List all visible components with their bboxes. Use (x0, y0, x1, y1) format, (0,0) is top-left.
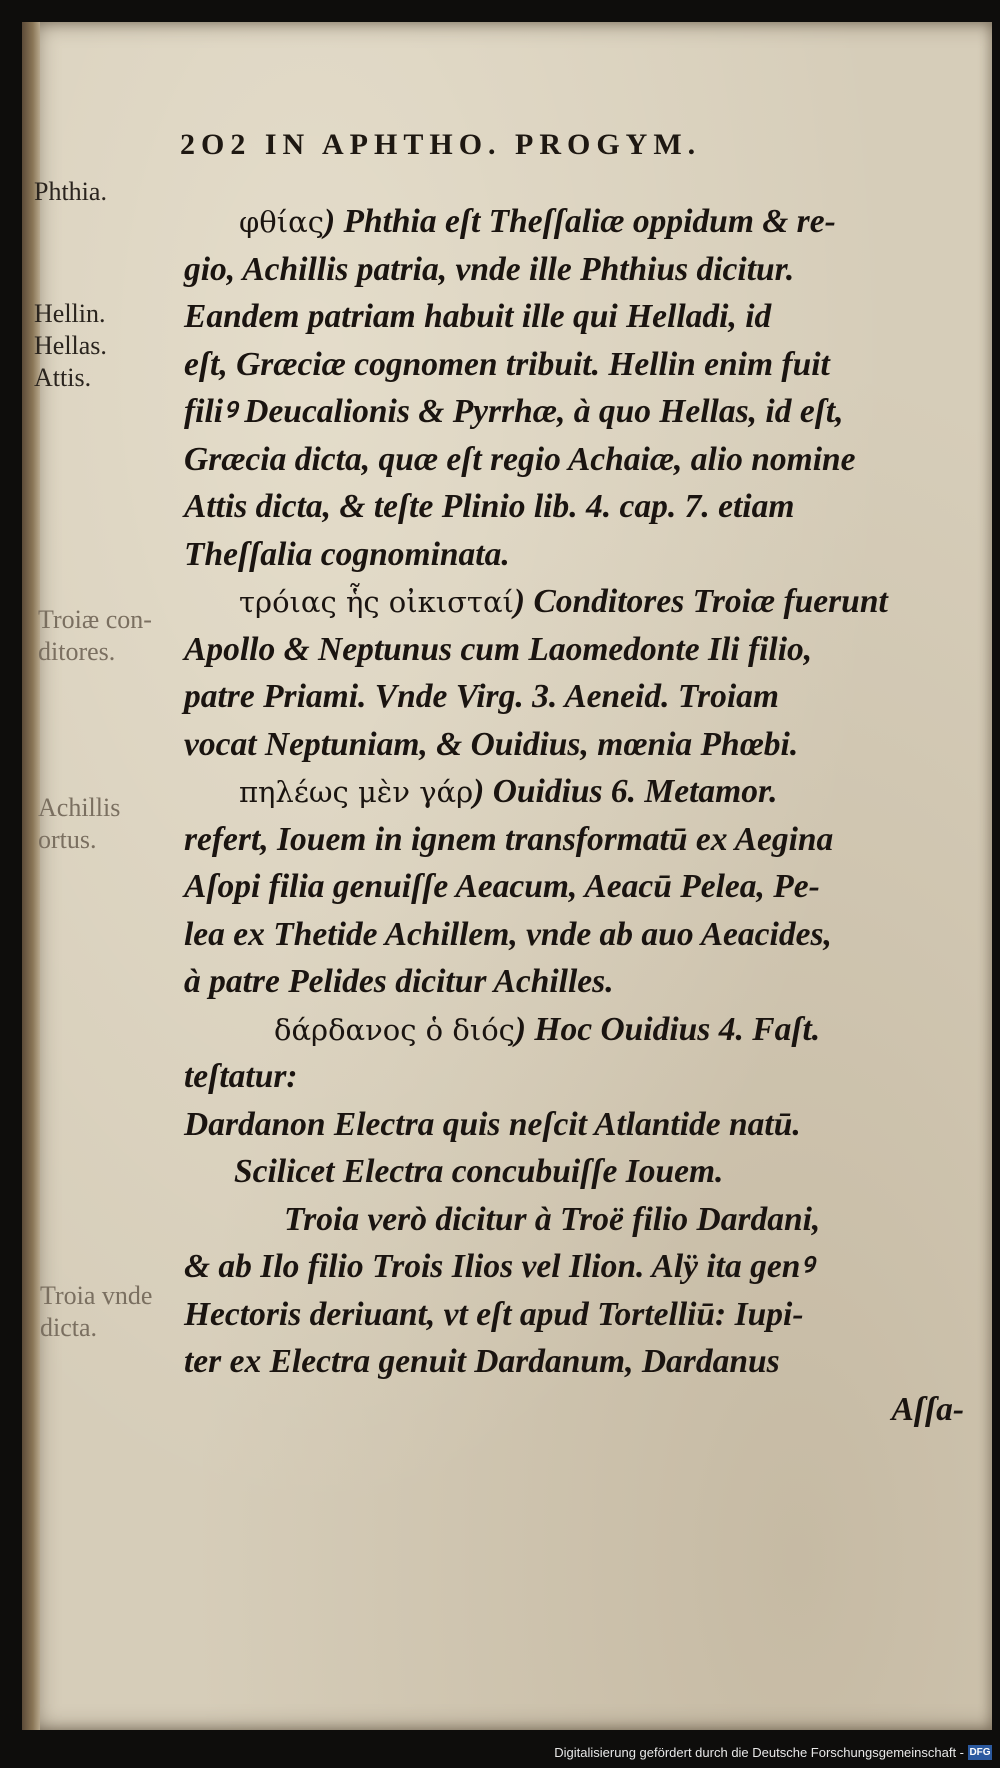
margin-note-hellin: Hellin. Hellas. Attis. (34, 299, 107, 392)
line-text: eſt, Græciæ cognomen tribuit. Hellin enim fuit (184, 345, 830, 383)
greek-lemma: τρόιας ἧς οἰκισταί (239, 585, 514, 619)
line-text: & ab Ilo filio Trois Ilios vel Ilion. Alÿ ita genꝰ (184, 1248, 814, 1285)
text-line (184, 958, 964, 1006)
line-text: à patre Pelides dicitur Achilles. (184, 963, 614, 1000)
line-text: Attis dicta, & teſte Plinio lib. 4. cap. 7. etiam (184, 488, 795, 525)
line-text: ) Phthia eſt Theſſaliæ oppidum & re- (323, 203, 836, 240)
line-text: gio, Achillis patria, vnde ille Phthius dicitur. (184, 250, 795, 288)
text-line (184, 1006, 964, 1054)
greek-lemma: δάρδανος ὁ διός (274, 1012, 515, 1047)
main-text (184, 198, 964, 1433)
footer-bar (0, 1730, 1000, 1768)
margin-note-phthia: Phthia. (34, 177, 107, 206)
text-line (184, 863, 964, 911)
text-line (184, 673, 964, 721)
text-line (184, 768, 964, 816)
text-line (184, 483, 964, 531)
text-line (184, 1196, 964, 1244)
line-text: patre Priami. Vnde Virg. 3. Aeneid. Troiam (184, 678, 779, 715)
text-line (184, 1101, 964, 1149)
text-line (184, 1053, 964, 1101)
line-text: Scilicet Electra concubuiſſe Iouem. (234, 1153, 724, 1190)
text-line (184, 1386, 964, 1434)
text-line (184, 246, 964, 294)
line-text: ) Conditores Troiæ fuerunt (513, 583, 888, 620)
line-text: Apollo & Neptunus cum Laomedonte Ili filio, (184, 630, 813, 668)
page-edge (22, 22, 40, 1730)
line-text: ) Hoc Ouidius 4. Faſt. (514, 1010, 821, 1048)
running-header: 2O2 IN APHTHO. PROGYM. (180, 128, 702, 161)
line-text: ter ex Electra genuit Dardanum, Dardanus (184, 1343, 780, 1380)
line-text: refert, Iouem in ignem transformatū ex Aegina (184, 820, 834, 858)
line-text: Aſopi filia genuiſſe Aeacum, Aeacū Pelea, Pe- (184, 868, 820, 905)
line-text: vocat Neptuniam, & Ouidius, mœnia Phœbi. (184, 725, 799, 763)
footer-credit: Digitalisierung gefördert durch die Deutsche Forschungsgemeinschaft - (554, 1745, 964, 1760)
line-text: Aſſa- (891, 1390, 964, 1428)
line-text: Hectoris deriuant, vt eſt apud Tortelliū: Iupi- (184, 1295, 804, 1333)
line-text: Theſſalia cognominata. (184, 535, 510, 573)
text-line (184, 911, 964, 959)
text-line (184, 1243, 964, 1291)
text-line (184, 388, 964, 436)
text-line (184, 721, 964, 769)
margin-note-troiae-conditores: Troiæ con- ditores. (38, 605, 152, 666)
text-line (184, 578, 964, 626)
line-text: ) Ouidius 6. Metamor. (473, 773, 778, 810)
text-line (184, 293, 964, 341)
line-text: Dardanon Electra quis neſcit Atlantide natū. (184, 1105, 801, 1143)
line-text: teſtatur: (184, 1058, 298, 1095)
text-line (184, 198, 964, 246)
text-line (184, 626, 964, 674)
margin-note-troia-vnde-dicta: Troia vnde dicta. (40, 1281, 153, 1342)
text-line (184, 1338, 964, 1386)
line-text: Græcia dicta, quæ eſt regio Achaiæ, alio nomine (184, 440, 856, 478)
margin-note-achillis-ortus: Achillis ortus. (38, 793, 121, 854)
line-text: filiꝰ Deucalionis & Pyrrhæ, à quo Hellas, id eſt, (184, 393, 844, 430)
text-line (184, 341, 964, 389)
text-line (184, 1291, 964, 1339)
text-line (184, 436, 964, 484)
line-text: lea ex Thetide Achillem, vnde ab auo Aeacides, (184, 915, 832, 953)
text-line (184, 1148, 964, 1196)
text-line (184, 531, 964, 579)
dfg-logo: DFG (969, 1747, 991, 1758)
line-text: Eandem patriam habuit ille qui Helladi, id (184, 298, 772, 335)
line-text: Troia verò dicitur à Troë filio Dardani, (284, 1200, 821, 1238)
text-line (184, 816, 964, 864)
greek-lemma: φθίας (239, 205, 324, 239)
greek-lemma: πηλέως μὲν γάρ (239, 775, 474, 809)
